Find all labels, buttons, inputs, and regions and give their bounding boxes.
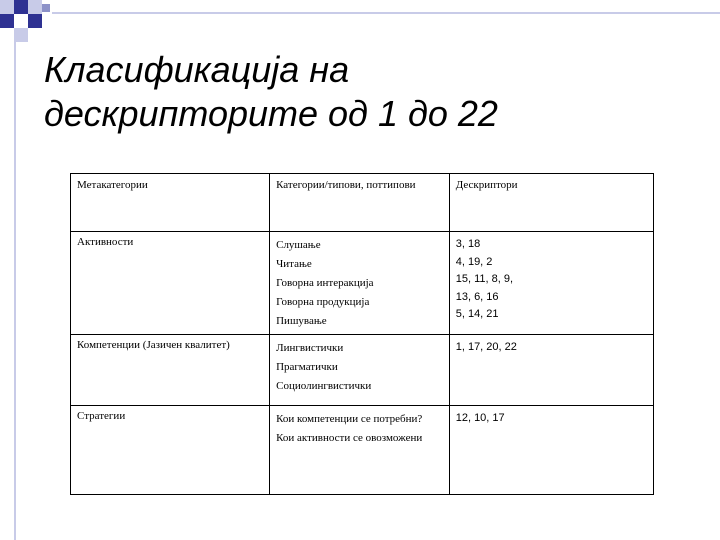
category-item: Говорна продукција <box>276 296 370 308</box>
category-item: Социолингвистички <box>276 380 372 392</box>
header-categories: Категории/типови, поттипови <box>270 174 450 232</box>
slide-title <box>44 48 498 136</box>
row-categories <box>270 406 450 495</box>
left-rule <box>14 40 16 540</box>
category-item: Кои компетенции се потребни? <box>276 413 423 425</box>
category-item: Пишување <box>276 315 327 327</box>
row-categories <box>270 335 450 406</box>
descriptor-item: 3, 18 <box>455 238 481 250</box>
category-item: Говорна интеракција <box>276 277 374 289</box>
category-item: Читање <box>276 258 312 270</box>
header-descriptors: Дескриптори <box>449 174 653 232</box>
category-item: Слушање <box>276 239 321 251</box>
table-header-row <box>71 174 654 232</box>
header-metacategories: Метакатегории <box>71 174 270 232</box>
descriptor-item: 1, 17, 20, 22 <box>455 341 517 353</box>
row-descriptors <box>449 406 653 495</box>
row-descriptors <box>449 335 653 406</box>
category-item: Прагматички <box>276 361 338 373</box>
row-categories <box>270 232 450 335</box>
table-row <box>71 335 654 406</box>
table-row <box>71 232 654 335</box>
category-item: Кои активности се овозможени <box>276 432 423 444</box>
descriptor-item: 15, 11, 8, 9, <box>455 273 514 285</box>
row-meta: Активности <box>71 232 270 335</box>
row-meta: Компетенции (Јазичен квалитет) <box>71 335 270 406</box>
table-row <box>71 406 654 495</box>
row-meta: Стратегии <box>71 406 270 495</box>
descriptor-item: 5, 14, 21 <box>455 308 499 320</box>
row-descriptors <box>449 232 653 335</box>
descriptor-item: 4, 19, 2 <box>455 255 493 268</box>
category-item: Лингвистички <box>276 342 344 354</box>
title-line-2: дескрипторите од 1 до 22 <box>44 93 498 134</box>
top-rule <box>52 12 720 14</box>
descriptor-item: 13, 6, 16 <box>455 290 499 303</box>
descriptor-item: 12, 10, 17 <box>455 412 505 424</box>
title-line-1: Класификација на <box>44 49 350 90</box>
descriptor-table <box>70 173 654 495</box>
